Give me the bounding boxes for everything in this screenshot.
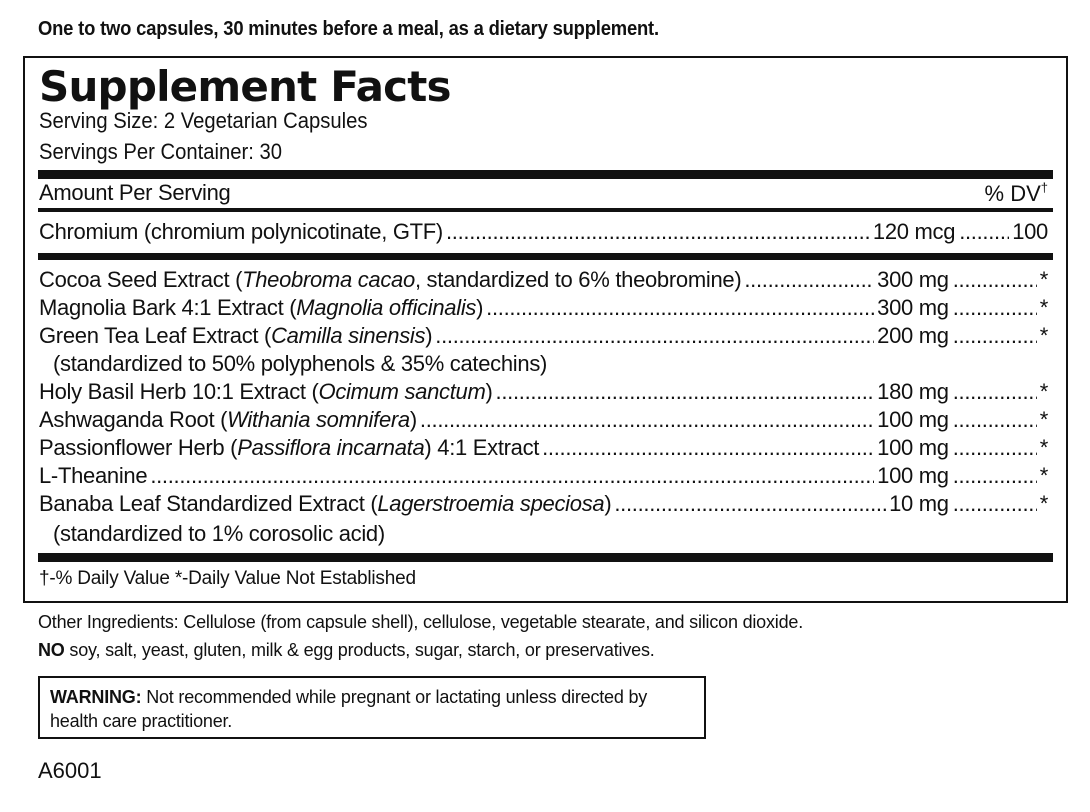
- dv-header-mark: †: [1040, 180, 1048, 195]
- ingredient-amount: 120 mcg: [872, 219, 956, 244]
- ingredient-amount: 200 mg: [877, 323, 949, 348]
- supplement-facts-panel: [23, 56, 1068, 603]
- ingredient-dv: *: [1039, 407, 1048, 432]
- leader-dots: [953, 323, 1037, 349]
- ingredient-amount: 100 mg: [877, 435, 949, 460]
- no-label: NO: [38, 640, 65, 660]
- ingredient-amount: 180 mg: [877, 379, 949, 404]
- ingredient-amount: 100 mg: [877, 407, 949, 432]
- chromium-row: [39, 219, 1048, 247]
- ingredient-name: Ashwaganda Root (Withania somnifera): [39, 407, 417, 432]
- ingredient-dv: *: [1039, 491, 1048, 516]
- ingredient-amount: 300 mg: [877, 295, 949, 320]
- ingredient-dv: *: [1039, 267, 1048, 292]
- ingredient-row: [39, 295, 1048, 323]
- warning-label: WARNING:: [50, 687, 142, 707]
- thick-divider: [38, 553, 1053, 562]
- leader-dots: [496, 379, 875, 405]
- ingredient-amount: 100 mg: [877, 463, 949, 488]
- warning-text: Not recommended while pregnant or lactating unless directed by health care practitioner.: [50, 687, 648, 731]
- thick-divider: [38, 170, 1053, 179]
- ingredient-dv: *: [1039, 435, 1048, 460]
- leader-dots: [435, 323, 874, 349]
- ingredient-row: [39, 435, 1048, 463]
- ingredient-row: [39, 267, 1048, 295]
- leader-dots: [953, 267, 1037, 293]
- leader-dots: [959, 219, 1009, 245]
- ingredient-name: Chromium (chromium polynicotinate, GTF): [39, 219, 443, 244]
- ingredient-dv: *: [1039, 295, 1048, 320]
- leader-dots: [953, 295, 1037, 321]
- allergen-text: soy, salt, yeast, gluten, milk & egg products, sugar, starch, or preservatives.: [64, 640, 655, 660]
- product-code: A6001: [38, 758, 102, 783]
- footnote: †-% Daily Value *-Daily Value Not Established: [39, 568, 416, 589]
- leader-dots: [744, 267, 874, 293]
- ingredient-row: [39, 491, 1048, 519]
- ingredient-row: [39, 407, 1048, 435]
- dv-header-text: % DV: [984, 181, 1041, 206]
- ingredient-name: Magnolia Bark 4:1 Extract (Magnolia officinalis): [39, 295, 484, 320]
- leader-dots: [953, 463, 1037, 489]
- leader-dots: [542, 435, 874, 461]
- ingredient-amount: 10 mg: [889, 491, 949, 516]
- ingredient-name: L-Theanine: [39, 463, 148, 488]
- ingredient-dv: *: [1039, 463, 1048, 488]
- ingredient-name: Banaba Leaf Standardized Extract (Lagerstroemia speciosa): [39, 491, 612, 516]
- leader-dots: [953, 435, 1037, 461]
- serving-size: Serving Size: 2 Vegetarian Capsules: [39, 108, 368, 133]
- leader-dots: [614, 491, 886, 517]
- green-tea-note: (standardized to 50% polyphenols & 35% catechins): [53, 351, 548, 376]
- ingredient-dv: 100: [1012, 219, 1048, 244]
- leader-dots: [150, 463, 874, 489]
- leader-dots: [446, 219, 870, 245]
- leader-dots: [953, 407, 1037, 433]
- ingredient-name: Passionflower Herb (Passiflora incarnata) 4:1 Extract: [39, 435, 540, 460]
- ingredient-row: [39, 323, 1048, 351]
- ingredient-dv: *: [1039, 379, 1048, 404]
- ingredient-amount: 300 mg: [877, 267, 949, 292]
- leader-dots: [953, 491, 1037, 517]
- amount-per-serving-label: Amount Per Serving: [39, 180, 231, 205]
- dv-header: [985, 180, 1048, 207]
- ingredient-name: Holy Basil Herb 10:1 Extract (Ocimum sanctum): [39, 379, 493, 404]
- warning-box: [38, 676, 706, 739]
- directions-text: One to two capsules, 30 minutes before a meal, as a dietary supplement.: [38, 18, 659, 40]
- banaba-note: (standardized to 1% corosolic acid): [53, 521, 385, 546]
- facts-title: Supplement Facts: [39, 62, 451, 111]
- ingredient-row: [39, 379, 1048, 407]
- servings-per-container: Servings Per Container: 30: [39, 139, 283, 164]
- ingredient-row: [39, 463, 1048, 491]
- thick-divider: [38, 253, 1053, 260]
- medium-divider: [38, 208, 1053, 212]
- ingredient-name: Cocoa Seed Extract (Theobroma cacao, standardized to 6% theobromine): [39, 267, 742, 292]
- ingredient-dv: *: [1039, 323, 1048, 348]
- leader-dots: [953, 379, 1037, 405]
- leader-dots: [486, 295, 874, 321]
- ingredient-name: Green Tea Leaf Extract (Camilla sinensis): [39, 323, 433, 348]
- other-ingredients: Other Ingredients: Cellulose (from capsule shell), cellulose, vegetable stearate, and silicon dioxide.: [38, 612, 804, 632]
- allergen-statement: [38, 640, 655, 661]
- leader-dots: [420, 407, 874, 433]
